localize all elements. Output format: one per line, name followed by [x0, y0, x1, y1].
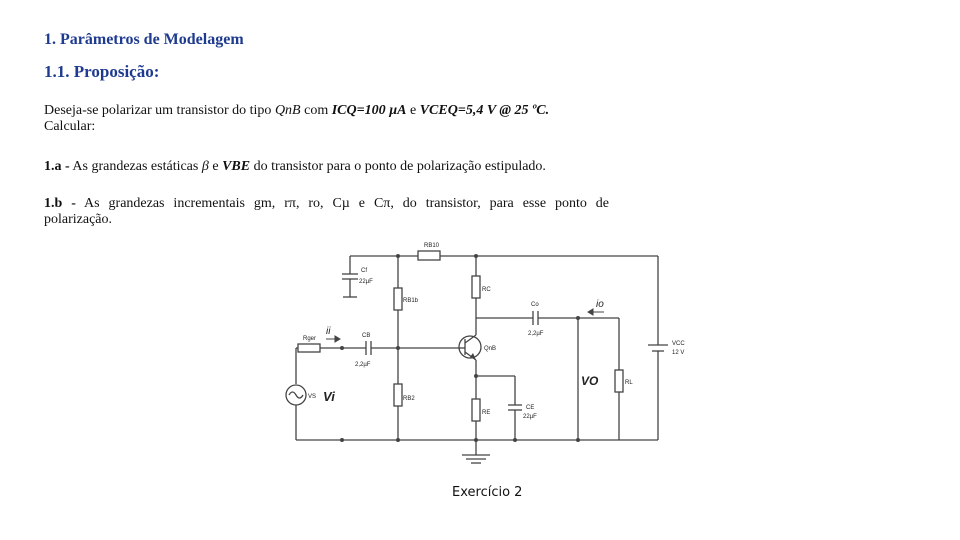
item-a-text2: e: [208, 159, 223, 174]
rb10-resistor: [418, 251, 440, 260]
label-vcc: VCC: [672, 341, 685, 347]
label-rb10: RB10: [424, 243, 440, 249]
label-vcc-val: 12 V: [672, 350, 685, 356]
re-resistor: [472, 399, 480, 421]
label-rc: RC: [482, 287, 491, 293]
rb2-resistor: [394, 384, 402, 406]
intro-icq: ICQ=100 µA: [331, 103, 407, 118]
item-b-line1: As grandezas incrementais gm, rπ, ro, Cµ e Cπ, do transistor, para esse ponto de: [75, 196, 609, 211]
intro-part1: Deseja-se polarizar um transistor do tipo: [44, 103, 275, 118]
label-re: RE: [482, 410, 491, 416]
label-cf-val: 22µF: [359, 279, 373, 285]
label-qnb: QnB: [484, 346, 497, 352]
item-b-line2: polarização.: [44, 212, 113, 227]
item-a-label: 1.a -: [44, 159, 70, 174]
label-vi: Vi: [323, 389, 335, 404]
item-b-label: 1.b -: [44, 196, 76, 211]
rc-resistor: [472, 276, 480, 298]
label-io: io: [596, 299, 604, 310]
item-a-text1: As grandezas estáticas: [69, 159, 202, 174]
label-rb2: RB2: [403, 396, 415, 402]
label-vs: VS: [308, 394, 317, 400]
label-cf: Cf: [361, 268, 367, 274]
intro-calcular: Calcular:: [44, 119, 96, 134]
label-ce: CE: [526, 405, 535, 411]
item-a-text3: do transistor para o ponto de polarização estipulado.: [250, 159, 546, 174]
intro-part2: com: [300, 103, 332, 118]
label-co: Co: [531, 302, 539, 308]
label-vo: VO: [581, 374, 599, 388]
label-rger: Rger: [303, 336, 317, 342]
heading-proposicao: 1.1. Proposição:: [44, 62, 160, 81]
heading-parametros: 1. Parâmetros de Modelagem: [44, 31, 244, 48]
rl-resistor: [615, 370, 623, 392]
intro-vceq: VCEQ=5,4 V @ 25 ºC.: [419, 103, 550, 118]
rger-resistor: [298, 344, 320, 352]
rb1b-resistor: [394, 288, 402, 310]
item-a-vbe: VBE: [222, 159, 251, 174]
intro-qnb: QnB: [274, 103, 301, 118]
label-cb: CB: [362, 333, 371, 339]
label-ce-val: 22µF: [523, 414, 537, 420]
intro-part3: e: [406, 103, 420, 118]
label-rb1b: RB1b: [403, 298, 419, 304]
item-a-beta: β: [201, 159, 209, 174]
label-cb-val: 2,2µF: [355, 362, 371, 368]
caption: Exercício 2: [452, 485, 523, 500]
label-rl: RL: [625, 380, 633, 386]
label-co-val: 2,2µF: [528, 331, 544, 337]
label-ii: ii: [326, 326, 331, 337]
